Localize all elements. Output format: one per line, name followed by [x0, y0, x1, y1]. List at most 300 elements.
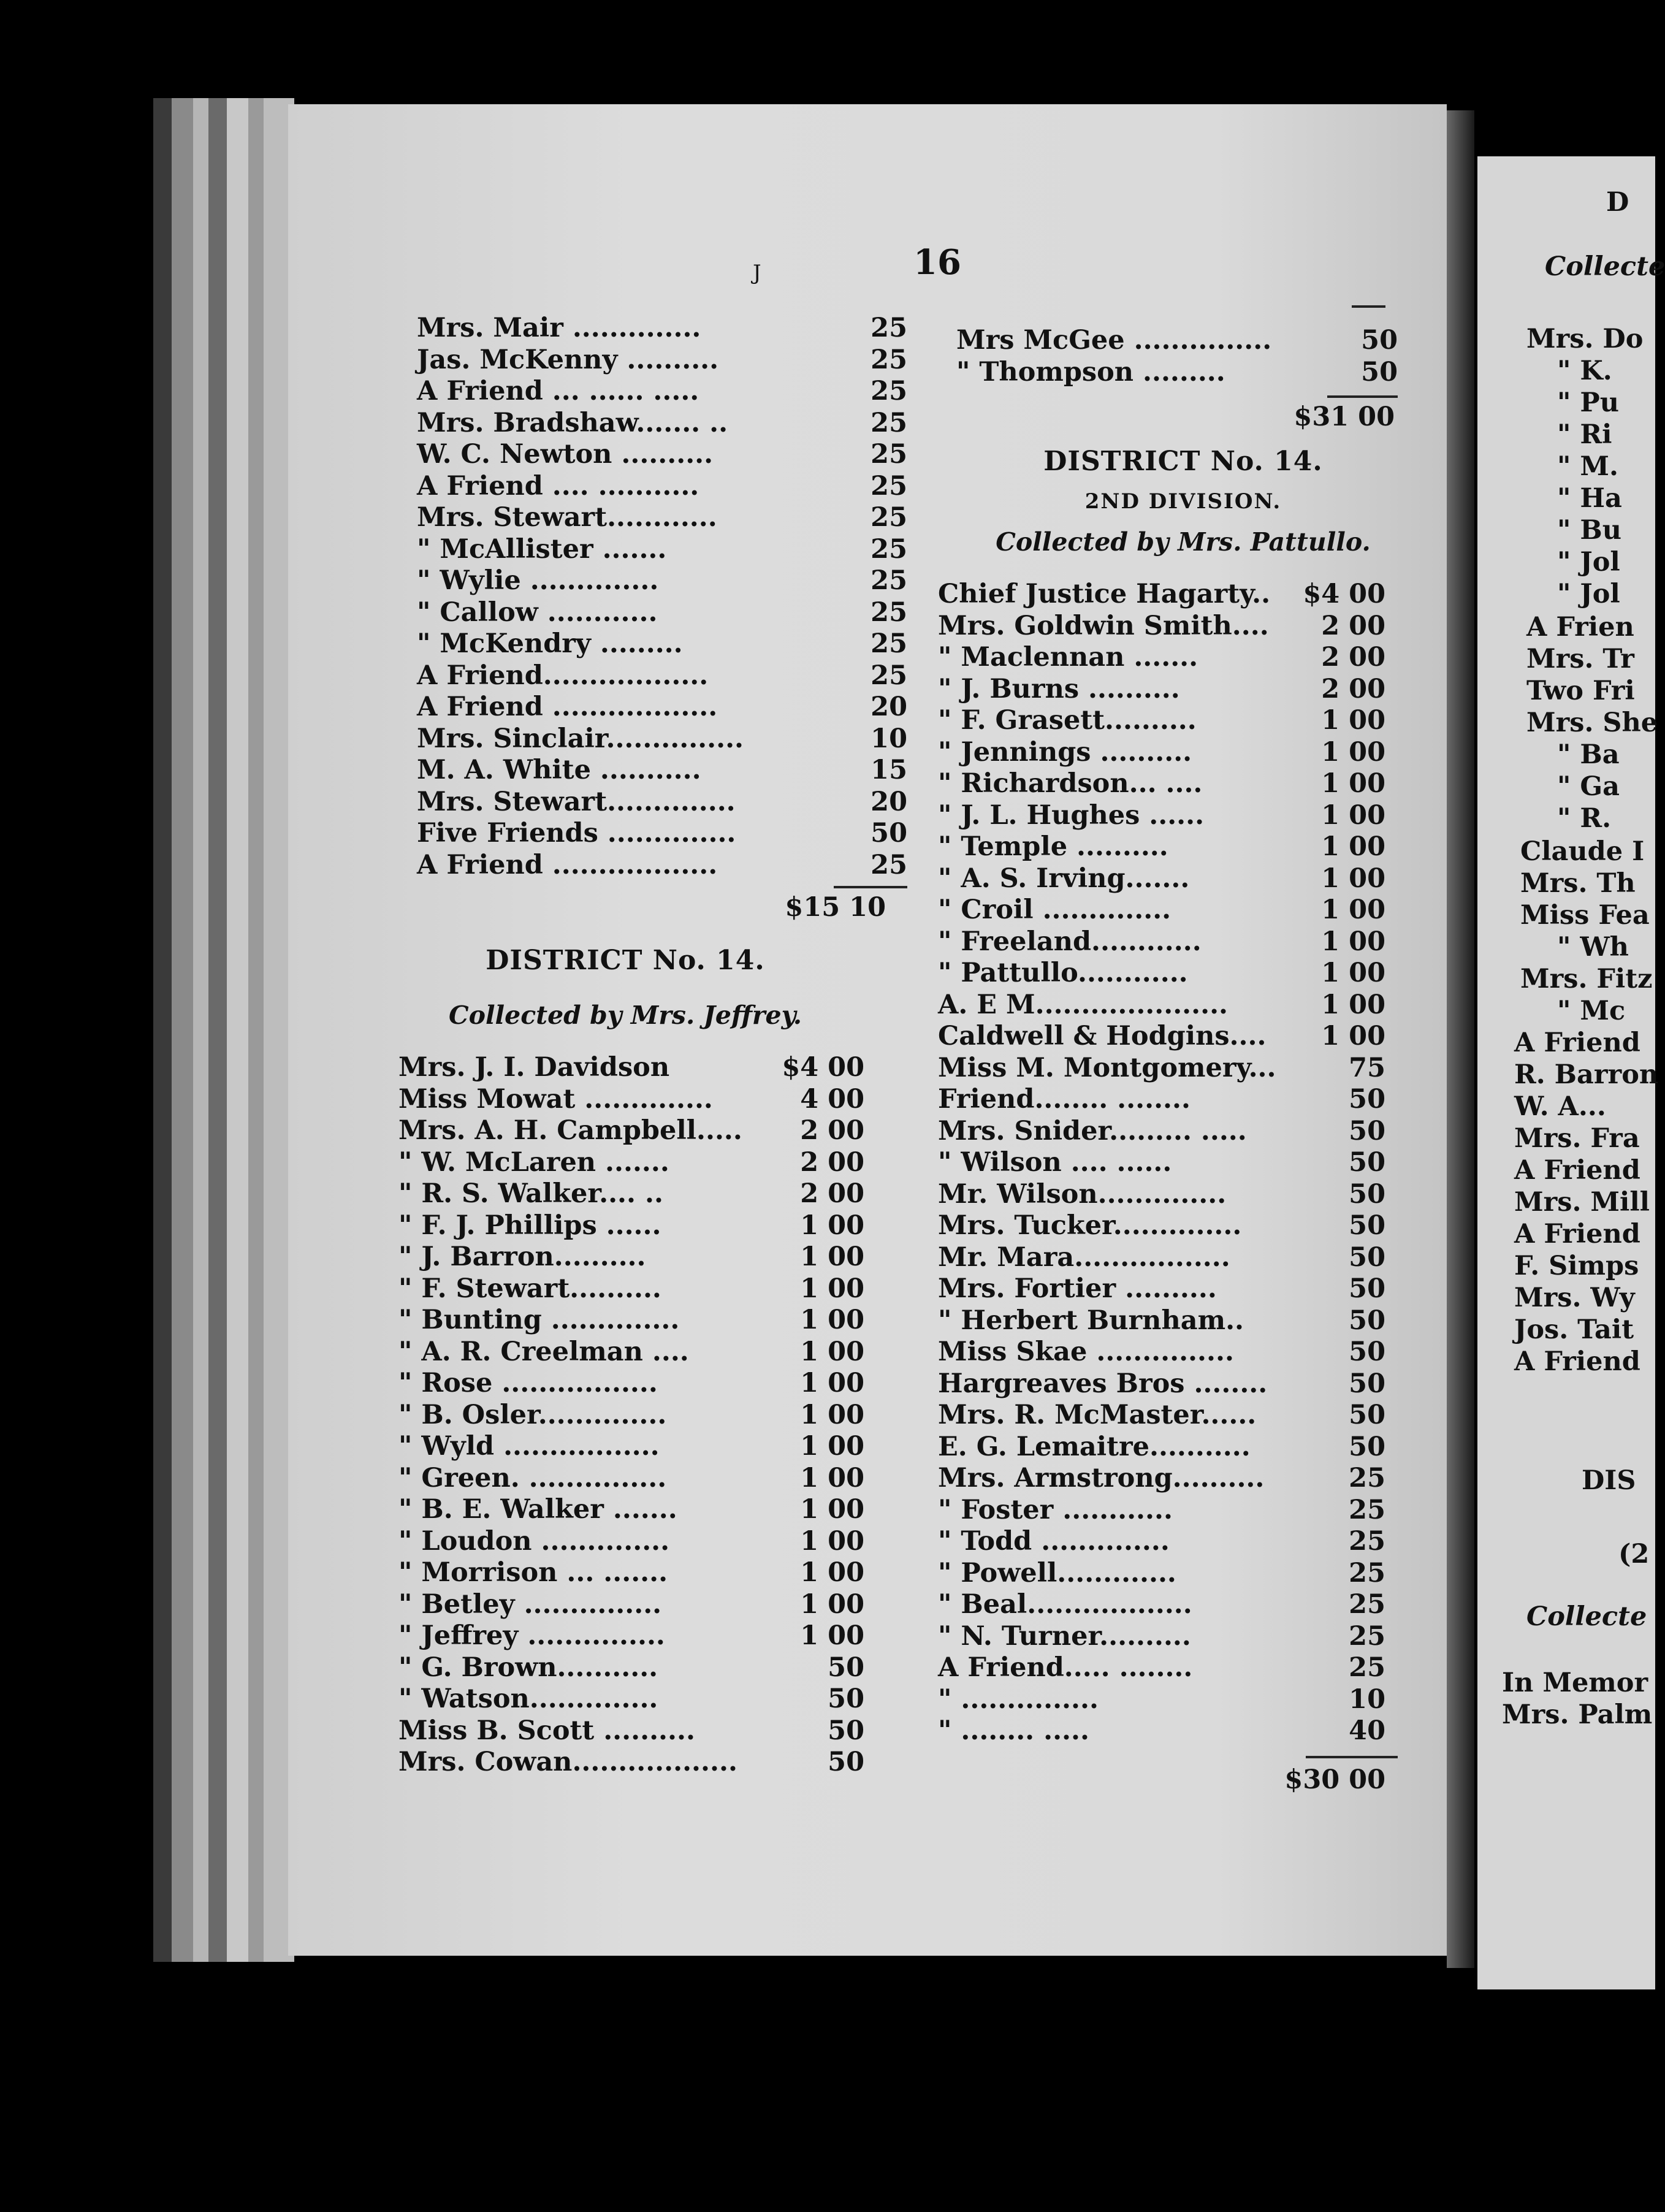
entry-name: Mrs. Goldwin Smith.... [938, 610, 1269, 641]
entry-name: " F. Grasett.......... [938, 705, 1197, 736]
entry-name: Five Friends .............. [417, 818, 736, 849]
list-entry [417, 534, 907, 566]
entry-name: M. A. White ........... [417, 755, 701, 785]
entry-name: A Friend.................. [417, 660, 709, 691]
fragment-text: In Memor [1502, 1668, 1648, 1698]
entry-name: Mrs. Stewart.............. [417, 786, 736, 817]
entry-amount: 4 00 [800, 1083, 864, 1115]
entry-amount: 50 [1349, 1368, 1385, 1399]
entry-amount: 1 00 [800, 1620, 864, 1651]
list-entry [417, 597, 907, 629]
list-entry [398, 1494, 864, 1526]
right-district-entries [938, 579, 1385, 1747]
list-entry [938, 1116, 1385, 1148]
entry-amount: 1 00 [1321, 926, 1385, 957]
entry-name: " N. Turner.......... [938, 1620, 1191, 1652]
entry-amount: 10 [1349, 1684, 1385, 1715]
list-entry [938, 768, 1385, 800]
entry-name: " A. S. Irving....... [938, 863, 1190, 894]
entry-amount: 25 [1349, 1557, 1385, 1588]
entry-name: Jas. McKenny .......... [417, 344, 719, 375]
list-entry [398, 1368, 864, 1400]
fragment-text: " Pu [1557, 387, 1619, 418]
right-total-2: $30 00 [1284, 1764, 1385, 1795]
entry-amount: 1 00 [800, 1525, 864, 1557]
entry-name: Caldwell & Hodgins.... [938, 1021, 1267, 1051]
entry-name: " Thompson ......... [956, 356, 1225, 387]
entry-name: " Bunting .............. [398, 1305, 680, 1335]
entry-amount: 1 00 [800, 1462, 864, 1493]
fragment-text: " Jol [1557, 547, 1620, 578]
fragment-text: R. Barron [1514, 1059, 1659, 1090]
fragment-text: Two Fri [1526, 676, 1635, 706]
fragment-text: " Ri [1557, 419, 1612, 450]
entry-amount: 25 [871, 565, 907, 596]
entry-name: Mrs. J. I. Davidson [398, 1052, 670, 1083]
entry-amount: 1 00 [800, 1557, 864, 1588]
entry-amount: 1 00 [1321, 863, 1385, 894]
list-entry [398, 1305, 864, 1337]
entry-name: Mr. Mara................. [938, 1241, 1230, 1273]
fragment-text: Mrs. She [1526, 707, 1658, 738]
list-entry [938, 1179, 1385, 1211]
ink-dash [1352, 305, 1385, 308]
list-entry [938, 1558, 1385, 1590]
entry-amount: 1 00 [1321, 958, 1385, 988]
entry-name: " Rose ................. [398, 1368, 658, 1398]
list-entry [938, 1273, 1385, 1305]
right-page-fragment [1477, 156, 1665, 1989]
entry-amount: 25 [1349, 1620, 1385, 1652]
entry-name: " Callow ............ [417, 597, 658, 628]
entry-name: " Foster ............ [938, 1494, 1173, 1525]
fragment-text: " Bu [1557, 515, 1621, 546]
list-entry [398, 1620, 864, 1652]
entry-amount: 1 00 [1321, 989, 1385, 1020]
list-entry [938, 1589, 1385, 1621]
fragment-text: (2 [1618, 1539, 1650, 1569]
entry-name: " Temple .......... [938, 831, 1168, 862]
list-entry [938, 1368, 1385, 1400]
entry-amount: 25 [871, 660, 907, 691]
list-entry [938, 800, 1385, 832]
entry-amount: 25 [871, 628, 907, 659]
entry-name: Miss Mowat .............. [398, 1083, 713, 1115]
list-entry [956, 325, 1398, 357]
entry-amount: 20 [871, 786, 907, 817]
list-entry [417, 376, 907, 408]
entry-name: Friend........ ........ [938, 1084, 1191, 1115]
list-entry [938, 1684, 1385, 1716]
fragment-text: Claude I [1520, 836, 1645, 867]
entry-name: " Pattullo............ [938, 958, 1188, 988]
right-total-1: $31 00 [1294, 402, 1395, 432]
entry-name: Mrs. Tucker.............. [938, 1210, 1242, 1241]
entry-amount: 25 [1349, 1589, 1385, 1620]
fragment-text: A Friend [1514, 1155, 1640, 1186]
list-entry [417, 502, 907, 534]
entry-name: A Friend .................. [417, 849, 718, 880]
entry-amount: 2 00 [1321, 610, 1385, 641]
list-entry [417, 565, 907, 597]
right-column [920, 325, 1398, 1795]
entry-amount: 50 [1349, 1305, 1385, 1336]
entry-name: Mrs. Bradshaw....... .. [417, 407, 728, 438]
list-entry [938, 642, 1385, 674]
list-entry [938, 1053, 1385, 1085]
entry-name: Mrs. A. H. Campbell..... [398, 1115, 742, 1146]
fragment-text: Mrs. Palm [1502, 1699, 1653, 1730]
entry-name: " Watson.............. [398, 1684, 658, 1714]
fragment-text: Miss Fea [1520, 900, 1650, 931]
list-entry [956, 357, 1398, 389]
entry-name: Mrs. Fortier .......... [938, 1273, 1217, 1304]
entry-name: " McAllister ....... [417, 533, 667, 565]
entry-amount: 1 00 [800, 1494, 864, 1525]
entry-amount: 1 00 [1321, 831, 1385, 862]
entry-name: Hargreaves Bros ........ [938, 1368, 1268, 1399]
entry-amount: 50 [1361, 356, 1398, 387]
entry-name: " Wyld ................. [398, 1431, 660, 1462]
list-entry [938, 1147, 1385, 1179]
fragment-text: " Jol [1557, 579, 1620, 609]
list-entry [938, 674, 1385, 706]
entry-name: " Morrison ... ....... [398, 1557, 668, 1588]
entry-name: " Loudon .............. [398, 1525, 670, 1557]
entry-name: " G. Brown........... [398, 1652, 658, 1683]
entry-name: " ............... [938, 1684, 1099, 1715]
list-entry [938, 863, 1385, 895]
list-entry [398, 1463, 864, 1495]
entry-amount: 50 [1349, 1178, 1385, 1210]
entry-name: Miss M. Montgomery... [938, 1052, 1276, 1083]
list-entry [938, 1021, 1385, 1053]
entry-amount: 25 [871, 344, 907, 375]
entry-name: " J. L. Hughes ...... [938, 799, 1205, 831]
entry-amount: 1 00 [1321, 1021, 1385, 1051]
list-entry [938, 926, 1385, 958]
entry-amount: 25 [871, 502, 907, 533]
entry-amount: 50 [1349, 1147, 1385, 1178]
list-entry [398, 1557, 864, 1589]
book-page-edges [153, 98, 294, 1962]
entry-amount: 1 00 [1321, 705, 1385, 736]
entry-amount: 50 [828, 1747, 864, 1777]
entry-amount: 25 [871, 470, 907, 502]
entry-name: " Green. ............... [398, 1462, 667, 1493]
page-number: 16 [913, 242, 961, 283]
list-entry [938, 958, 1385, 990]
fragment-text: Mrs. Fitz [1520, 964, 1653, 994]
entry-amount: 25 [1349, 1463, 1385, 1493]
entry-amount: 50 [871, 818, 907, 849]
entry-amount: 25 [871, 407, 907, 438]
fragment-text: Mrs. Mill [1514, 1187, 1650, 1218]
entry-amount: 1 00 [800, 1305, 864, 1335]
left-district-entries [398, 1052, 864, 1779]
fragment-text: Jos. Tait [1514, 1314, 1634, 1345]
fragment-text: Mrs. Fra [1514, 1123, 1640, 1154]
entry-name: " Powell............. [938, 1557, 1176, 1588]
list-entry [938, 1621, 1385, 1653]
entry-amount: 1 00 [800, 1588, 864, 1620]
entry-amount: 25 [871, 849, 907, 880]
entry-amount: 1 00 [800, 1210, 864, 1241]
list-entry [938, 1432, 1385, 1463]
list-entry [938, 990, 1385, 1021]
right-collected-by: Collected by Mrs. Pattullo. [996, 527, 1371, 557]
list-entry [938, 1305, 1385, 1337]
fragment-text: Collecte [1545, 251, 1665, 282]
entry-amount: 25 [871, 313, 907, 343]
total-rule [1327, 395, 1398, 398]
fragment-text: Mrs. Tr [1526, 644, 1634, 674]
entry-name: " Herbert Burnham.. [938, 1305, 1244, 1336]
entry-amount: 50 [1349, 1210, 1385, 1241]
entry-amount: 1 00 [800, 1241, 864, 1272]
total-rule [834, 886, 907, 888]
list-entry [417, 313, 907, 345]
list-entry [398, 1147, 864, 1179]
entry-amount: 50 [1361, 325, 1398, 356]
entry-amount: 40 [1349, 1715, 1385, 1746]
entry-amount: 50 [828, 1715, 864, 1746]
fragment-text: " K. [1557, 356, 1612, 386]
entry-amount: 10 [871, 723, 907, 754]
list-entry [398, 1526, 864, 1558]
fragment-text: " Ha [1557, 483, 1622, 514]
entry-amount: 50 [1349, 1115, 1385, 1146]
fragment-text: A Frien [1526, 612, 1634, 643]
list-entry [398, 1431, 864, 1463]
fragment-text: W. A... [1514, 1091, 1606, 1122]
list-entry [417, 692, 907, 723]
entry-amount: 25 [871, 533, 907, 565]
entry-name: E. G. Lemaitre........... [938, 1431, 1251, 1462]
list-entry [938, 894, 1385, 926]
entry-amount: 50 [1349, 1400, 1385, 1430]
list-entry [417, 818, 907, 850]
entry-name: A Friend ... ...... ..... [417, 376, 699, 406]
entry-name: A Friend .................. [417, 692, 718, 722]
entry-name: " Richardson... .... [938, 768, 1203, 799]
list-entry [938, 1210, 1385, 1242]
entry-name: " ........ ..... [938, 1715, 1089, 1746]
entry-amount: 15 [871, 755, 907, 785]
entry-name: " Jeffrey ............... [398, 1620, 665, 1651]
entry-amount: 1 00 [1321, 799, 1385, 831]
entry-amount: 50 [1349, 1084, 1385, 1115]
fragment-text: A Friend [1514, 1028, 1640, 1058]
list-entry [938, 1242, 1385, 1274]
entry-amount: $4 00 [782, 1052, 864, 1083]
fragment-text: Mrs. Th [1520, 868, 1636, 899]
entry-amount: 1 00 [1321, 894, 1385, 925]
fragment-text: " Wh [1557, 932, 1629, 963]
list-entry [417, 345, 907, 376]
entry-name: A. E M..................... [938, 989, 1229, 1020]
entry-name: Mrs. Stewart............ [417, 502, 717, 533]
left-column [398, 313, 907, 1779]
fragment-text: A Friend [1514, 1346, 1640, 1377]
list-entry [938, 705, 1385, 737]
fragment-text: DIS [1582, 1465, 1636, 1496]
fragment-text: A Friend [1514, 1219, 1640, 1249]
entry-name: " Maclennan ....... [938, 642, 1198, 673]
left-total-1: $15 10 [785, 892, 886, 923]
list-entry [417, 628, 907, 660]
entry-amount: 2 00 [800, 1178, 864, 1209]
right-division: 2ND DIVISION. [1084, 489, 1282, 514]
list-entry [398, 1337, 864, 1368]
entry-amount: 25 [1349, 1526, 1385, 1557]
entry-amount: 2 00 [1321, 642, 1385, 673]
fragment-text: F. Simps [1514, 1251, 1639, 1281]
list-entry [938, 611, 1385, 643]
entry-name: Mrs. R. McMaster...... [938, 1400, 1257, 1430]
list-entry [938, 1400, 1385, 1432]
fragment-text: D [1606, 187, 1629, 218]
list-entry [938, 737, 1385, 769]
list-entry [938, 1084, 1385, 1116]
entry-name: A Friend..... ........ [938, 1652, 1193, 1683]
entry-amount: 25 [1349, 1652, 1385, 1683]
list-entry [938, 1495, 1385, 1527]
entry-name: " McKendry ......... [417, 628, 683, 659]
list-entry [938, 1526, 1385, 1558]
entry-amount: 2 00 [800, 1146, 864, 1178]
list-entry [398, 1652, 864, 1684]
list-entry [398, 1241, 864, 1273]
list-entry [417, 439, 907, 471]
list-entry [417, 660, 907, 692]
list-entry [398, 1715, 864, 1747]
list-entry [938, 1463, 1385, 1495]
entry-amount: 1 00 [1321, 736, 1385, 768]
entry-name: Miss B. Scott .......... [398, 1715, 695, 1746]
list-entry [398, 1052, 864, 1084]
entry-amount: 25 [871, 597, 907, 628]
top-mark: J [753, 261, 761, 285]
fragment-text: Mrs. Wy [1514, 1283, 1635, 1313]
list-entry [398, 1178, 864, 1210]
fragment-text: Mrs. Do [1526, 324, 1644, 354]
entry-name: " Wilson .... ...... [938, 1147, 1172, 1178]
entry-name: Mrs McGee ............... [956, 325, 1272, 356]
fragment-text: " M. [1557, 451, 1618, 482]
entry-name: Mrs. Sinclair............... [417, 723, 744, 754]
entry-name: " J. Burns .......... [938, 673, 1180, 704]
entry-name: " Wylie .............. [417, 565, 659, 596]
entry-amount: 1 00 [800, 1399, 864, 1430]
list-entry [417, 755, 907, 787]
list-entry [398, 1747, 864, 1779]
list-entry [938, 579, 1385, 611]
entry-amount: 1 00 [800, 1273, 864, 1304]
entry-amount: 50 [828, 1652, 864, 1683]
list-entry [938, 831, 1385, 863]
entry-name: " R. S. Walker.... .. [398, 1178, 663, 1209]
list-entry [398, 1210, 864, 1242]
fragment-text: Collecte [1526, 1601, 1647, 1632]
right-district-heading: DISTRICT No. 14. [1043, 446, 1323, 477]
list-entry [938, 1652, 1385, 1684]
entry-name: Miss Skae ............... [938, 1337, 1234, 1367]
entry-name: Mrs. Cowan.................. [398, 1747, 737, 1777]
list-entry [398, 1400, 864, 1432]
entry-amount: 75 [1349, 1052, 1385, 1083]
list-entry [398, 1684, 864, 1715]
right-entries-top [956, 325, 1398, 388]
entry-amount: 20 [871, 692, 907, 722]
list-entry [398, 1273, 864, 1305]
entry-name: " Beal.................. [938, 1589, 1192, 1620]
list-entry [417, 850, 907, 882]
entry-amount: 50 [1349, 1273, 1385, 1304]
list-entry [417, 787, 907, 818]
left-district-heading: DISTRICT No. 14. [486, 945, 765, 976]
entry-name: Mrs. Mair .............. [417, 313, 701, 343]
entry-name: Chief Justice Hagarty.. [938, 579, 1271, 609]
entry-name: " Freeland............ [938, 926, 1202, 957]
entry-amount: 25 [1349, 1494, 1385, 1525]
entry-name: Mrs. Armstrong.......... [938, 1463, 1265, 1493]
entry-amount: 25 [871, 376, 907, 406]
list-entry [938, 1715, 1385, 1747]
entry-name: " Jennings .......... [938, 736, 1192, 768]
entry-amount: 1 00 [800, 1368, 864, 1398]
entry-name: " J. Barron.......... [398, 1241, 646, 1272]
fragment-text: " R. [1557, 803, 1612, 834]
fragment-text: " Ba [1557, 739, 1620, 770]
book-gutter [1447, 110, 1474, 1968]
entry-amount: 50 [1349, 1241, 1385, 1273]
left-collected-by: Collected by Mrs. Jeffrey. [448, 1001, 802, 1030]
entry-name: " A. R. Creelman .... [398, 1336, 689, 1367]
fragment-text: " Ga [1557, 771, 1620, 802]
entry-name: Mr. Wilson.............. [938, 1178, 1227, 1210]
list-entry [938, 1337, 1385, 1368]
entry-name: W. C. Newton .......... [417, 439, 714, 470]
entry-amount: 50 [1349, 1337, 1385, 1367]
list-entry [398, 1589, 864, 1621]
list-entry [417, 723, 907, 755]
entry-name: " B. E. Walker ....... [398, 1494, 677, 1525]
entry-amount: 2 00 [800, 1115, 864, 1146]
list-entry [417, 408, 907, 440]
entry-name: " F. Stewart.......... [398, 1273, 661, 1304]
entry-name: " F. J. Phillips ...... [398, 1210, 661, 1241]
entry-amount: 2 00 [1321, 673, 1385, 704]
entry-name: " W. McLaren ....... [398, 1146, 669, 1178]
list-entry [398, 1084, 864, 1116]
entry-amount: 1 00 [800, 1431, 864, 1462]
entry-amount: 50 [1349, 1431, 1385, 1462]
entry-amount: 1 00 [1321, 768, 1385, 799]
entry-name: A Friend .... ........... [417, 470, 699, 502]
total-rule [1306, 1756, 1398, 1758]
entry-amount: 50 [828, 1684, 864, 1714]
entry-amount: 25 [871, 439, 907, 470]
entry-name: " B. Osler.............. [398, 1399, 667, 1430]
fragment-text: " Mc [1557, 996, 1626, 1026]
entry-name: " Croil .............. [938, 894, 1172, 925]
entry-amount: 1 00 [800, 1336, 864, 1367]
list-entry [398, 1115, 864, 1147]
entry-name: " Todd .............. [938, 1526, 1170, 1557]
entry-amount: $4 00 [1303, 579, 1385, 609]
list-entry [417, 471, 907, 503]
